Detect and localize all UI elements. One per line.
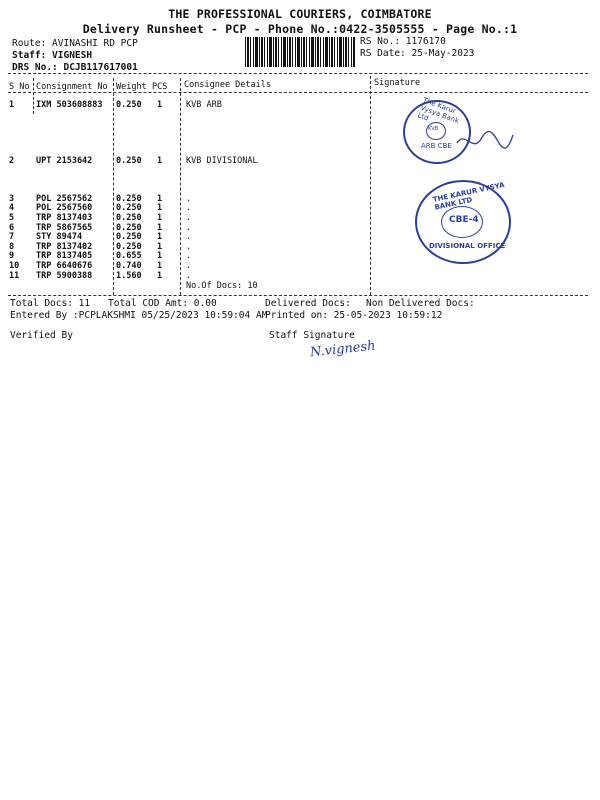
row-pcs: 1 [157, 271, 163, 281]
row-details: KVB ARB [186, 100, 222, 110]
row-details: . [186, 251, 192, 261]
row-sno: 3 [9, 194, 15, 204]
staff-signature-handwriting: N.vignesh [309, 338, 377, 361]
stamp-arb-center: KVB [428, 126, 439, 132]
row-pcs: 1 [157, 251, 163, 261]
row-cno: TRP 6640676 [36, 261, 93, 271]
row-weight: 0.250 [116, 213, 142, 223]
entered-by: Entered By :PCPLAKSHMI 05/25/2023 10:59:04 AM [10, 310, 268, 321]
signature-row-1 [455, 125, 515, 155]
row-pcs: 1 [157, 194, 163, 204]
non-delivered-docs: Non Delivered Docs: [366, 298, 475, 309]
rule-header [8, 92, 588, 93]
col-header-sno: S No [9, 82, 30, 92]
stamp-div-branch: DIVISIONAL OFFICE [429, 242, 506, 250]
row-sno: 10 [9, 261, 20, 271]
row-details: . [186, 223, 192, 233]
row-weight: 0.250 [116, 223, 142, 233]
row-pcs: 1 [157, 232, 163, 242]
stamp-arb-text: The Karur Vysya Bank Ltd [416, 96, 461, 126]
row-weight: 0.250 [116, 156, 142, 166]
row-cno: TRP 8137403 [36, 213, 93, 223]
barcode [245, 37, 355, 67]
row-details: . [186, 213, 192, 223]
row-details: . [186, 271, 192, 281]
row-details: . [186, 261, 192, 271]
row-sno: 6 [9, 223, 15, 233]
row-sno: 7 [9, 232, 15, 242]
col-header-pcs: PCS [152, 82, 168, 92]
row-sno: 11 [9, 271, 20, 281]
col-divider [113, 78, 114, 295]
row-cno: TRP 5867565 [36, 223, 93, 233]
row-sno: 5 [9, 213, 15, 223]
total-cod: Total COD Amt: 0.00 [108, 298, 217, 309]
row-sno: 4 [9, 203, 15, 213]
row-pcs: 1 [157, 100, 163, 110]
col-divider [180, 78, 181, 295]
row-pcs: 1 [157, 203, 163, 213]
signature-stroke [457, 131, 513, 148]
rule-bottom [8, 295, 588, 296]
no-of-docs: No.Of Docs: 10 [186, 281, 258, 291]
stamp-arb-branch: ARB CBE [421, 142, 452, 150]
row-weight: 0.740 [116, 261, 142, 271]
row-details: KVB DIVISIONAL [186, 156, 258, 166]
row-weight: 0.250 [116, 100, 142, 110]
col-divider [370, 76, 371, 295]
row-details: . [186, 203, 192, 213]
row-pcs: 1 [157, 213, 163, 223]
row-details: . [186, 194, 192, 204]
row-cno: UPT 2153642 [36, 156, 93, 166]
row-weight: 0.250 [116, 203, 142, 213]
stamp-div-center: CBE-4 [449, 215, 479, 225]
row-pcs: 1 [157, 156, 163, 166]
row-sno: 8 [9, 242, 15, 252]
rule-top [8, 73, 588, 74]
company-title: THE PROFESSIONAL COURIERS, COIMBATORE [168, 7, 432, 21]
row-cno: STY 89474 [36, 232, 83, 242]
col-header-signature: Signature [374, 78, 421, 88]
drs-number: DRS No.: DCJB117617001 [12, 62, 138, 73]
route-label: Route: AVINASHI RD PCP [12, 38, 138, 49]
staff-label: Staff: VIGNESH [12, 50, 93, 61]
staff-signature-label: Staff Signature [269, 330, 355, 341]
row-cno: POL 2567560 [36, 203, 93, 213]
row-details: . [186, 242, 192, 252]
row-pcs: 1 [157, 223, 163, 233]
runsheet-subtitle: Delivery Runsheet - PCP - Phone No.:0422-3505555 - Page No.:1 [82, 22, 518, 36]
kvb-divisional-stamp [415, 180, 511, 264]
row-pcs: 1 [157, 261, 163, 271]
total-docs: Total Docs: 11 [10, 298, 91, 309]
col-header-weight: Weight [116, 82, 147, 92]
row-sno: 1 [9, 100, 15, 110]
row-weight: 1.560 [116, 271, 142, 281]
row-cno: TRP 8137405 [36, 251, 93, 261]
row-cno: IXM 503608883 [36, 100, 103, 110]
row-sno: 2 [9, 156, 15, 166]
rs-date: RS Date: 25-May-2023 [360, 48, 475, 59]
row-pcs: 1 [157, 242, 163, 252]
row-details: . [186, 232, 192, 242]
stamp-div-text: THE KARUR VYSYA BANK LTD [432, 180, 506, 212]
row-cno: TRP 5900388 [36, 271, 93, 281]
printed-on: Printed on: 25-05-2023 10:59:12 [265, 310, 443, 321]
rs-number: RS No.: 1176170 [360, 36, 446, 47]
row-cno: POL 2567562 [36, 194, 93, 204]
row-sno: 9 [9, 251, 15, 261]
row-weight: 0.655 [116, 251, 142, 261]
row-weight: 0.250 [116, 232, 142, 242]
verified-by: Verified By [10, 330, 73, 341]
col-header-consignment: Consignment No [36, 82, 108, 92]
col-header-consignee: Consignee Details [184, 80, 271, 90]
row-cno: TRP 8137402 [36, 242, 93, 252]
row-weight: 0.250 [116, 242, 142, 252]
row-weight: 0.250 [116, 194, 142, 204]
delivered-docs: Delivered Docs: [265, 298, 351, 309]
col-divider [33, 78, 34, 114]
